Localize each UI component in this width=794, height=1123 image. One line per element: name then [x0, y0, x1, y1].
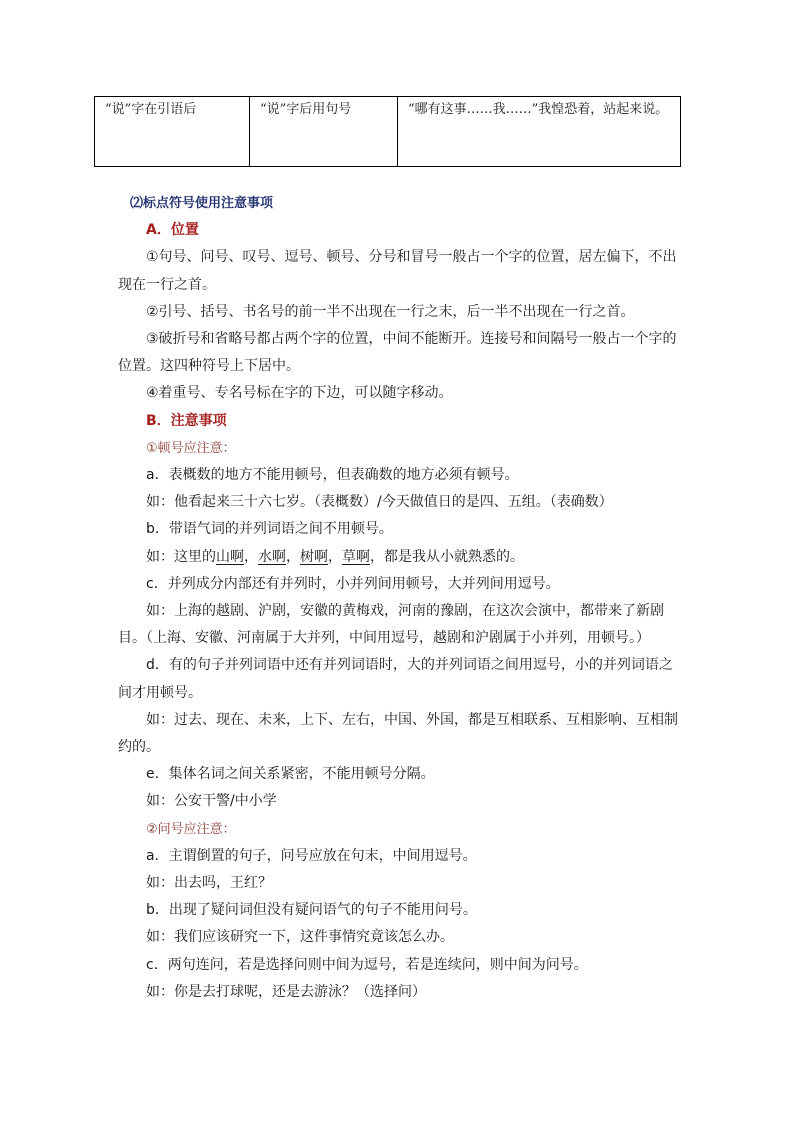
paragraph: 如：你是去打球呢，还是去游泳？（选择问） — [146, 983, 426, 1000]
paragraph: d．有的句子并列词语中还有并列词语时，大的并列词语之间用逗号，小的并列词语之间才用顿号。 — [118, 657, 673, 701]
paragraph: a．表概数的地方不能用顿号，但表确数的地方必须有顿号。 — [146, 467, 519, 484]
paragraph: a．主谓倒置的句子，问号应放在句末，中间用逗号。 — [146, 847, 477, 864]
paragraph: ④着重号、专名号标在字的下边，可以随字移动。 — [146, 385, 453, 402]
paragraph: c．并列成分内部还有并列时，小并列间用顿号，大并列间用逗号。 — [146, 575, 560, 592]
table-row — [95, 97, 681, 167]
paragraph: 如：过去、现在、未来，上下、左右，中国、外国，都是互相联系、互相影响、互相制约的。 — [118, 711, 678, 756]
note-heading-wenhao: ②问号应注意： — [146, 821, 236, 837]
paragraph: b．带语气词的并列词语之间不用顿号。 — [146, 521, 393, 538]
subheading-position: A．位置 — [146, 222, 199, 239]
example-suffix: ，都是我从小就熟悉的。 — [370, 548, 524, 565]
paragraph: c．两句连问，若是选择问则中间为逗号，若是连续问，则中间为问号。 — [146, 956, 588, 973]
table-cell: “说”字在引语后 — [95, 97, 250, 167]
paragraph: 如：公安干警/中小学 — [146, 793, 277, 810]
note-heading-dunhao: ①顿号应注意： — [146, 440, 236, 456]
paragraph: 如：出去吗，王红？ — [146, 875, 272, 892]
table-cell: “哪有这事……我……”我惶恐着，站起来说。 — [398, 97, 681, 167]
table-cell: “说”字后用句号 — [250, 97, 398, 167]
underlined-word: 山啊 — [216, 548, 244, 565]
paragraph: b．出现了疑问词但没有疑问语气的句子不能用问号。 — [146, 902, 477, 919]
example-prefix: 如：这里的 — [146, 548, 216, 565]
example-paragraph: 如：这里的山啊，水啊，树啊，草啊，都是我从小就熟悉的。 — [146, 548, 524, 565]
paragraph: e．集体名词之间关系紧密，不能用顿号分隔。 — [146, 766, 435, 783]
paragraph: 如：上海的越剧、沪剧，安徽的黄梅戏，河南的豫剧，在这次会演中，都带来了新剧目。（上海、安徽、河南属于大并列，中间用逗号，越剧和沪剧属于小并列，用顿号。） — [118, 603, 664, 647]
paragraph: ③破折号和省略号都占两个字的位置，中间不能断开。连接号和间隔号一般占一个字的位置。这四种符号上下居中。 — [118, 331, 677, 375]
document-body — [118, 190, 678, 1006]
comparison-table — [94, 96, 681, 167]
paragraph: ②引号、括号、书名号的前一半不出现在一行之末，后一半不出现在一行之首。 — [146, 303, 635, 320]
underlined-word: 树啊 — [300, 548, 328, 565]
subheading-notes: B．注意事项 — [146, 412, 227, 429]
paragraph: ①句号、问号、叹号、逗号、顿号、分号和冒号一般占一个字的位置，居左偏下，不出现在一行之首。 — [118, 249, 677, 293]
section-heading: ⑵标点符号使用注意事项 — [130, 196, 274, 211]
paragraph: 如：我们应该研究一下，这件事情究竟该怎么办。 — [146, 929, 454, 946]
underlined-word: 草啊 — [342, 548, 370, 565]
underlined-word: 水啊 — [258, 548, 286, 565]
paragraph: 如：他看起来三十六七岁。（表概数）/今天做值日的是四、五组。（表确数） — [146, 494, 613, 511]
